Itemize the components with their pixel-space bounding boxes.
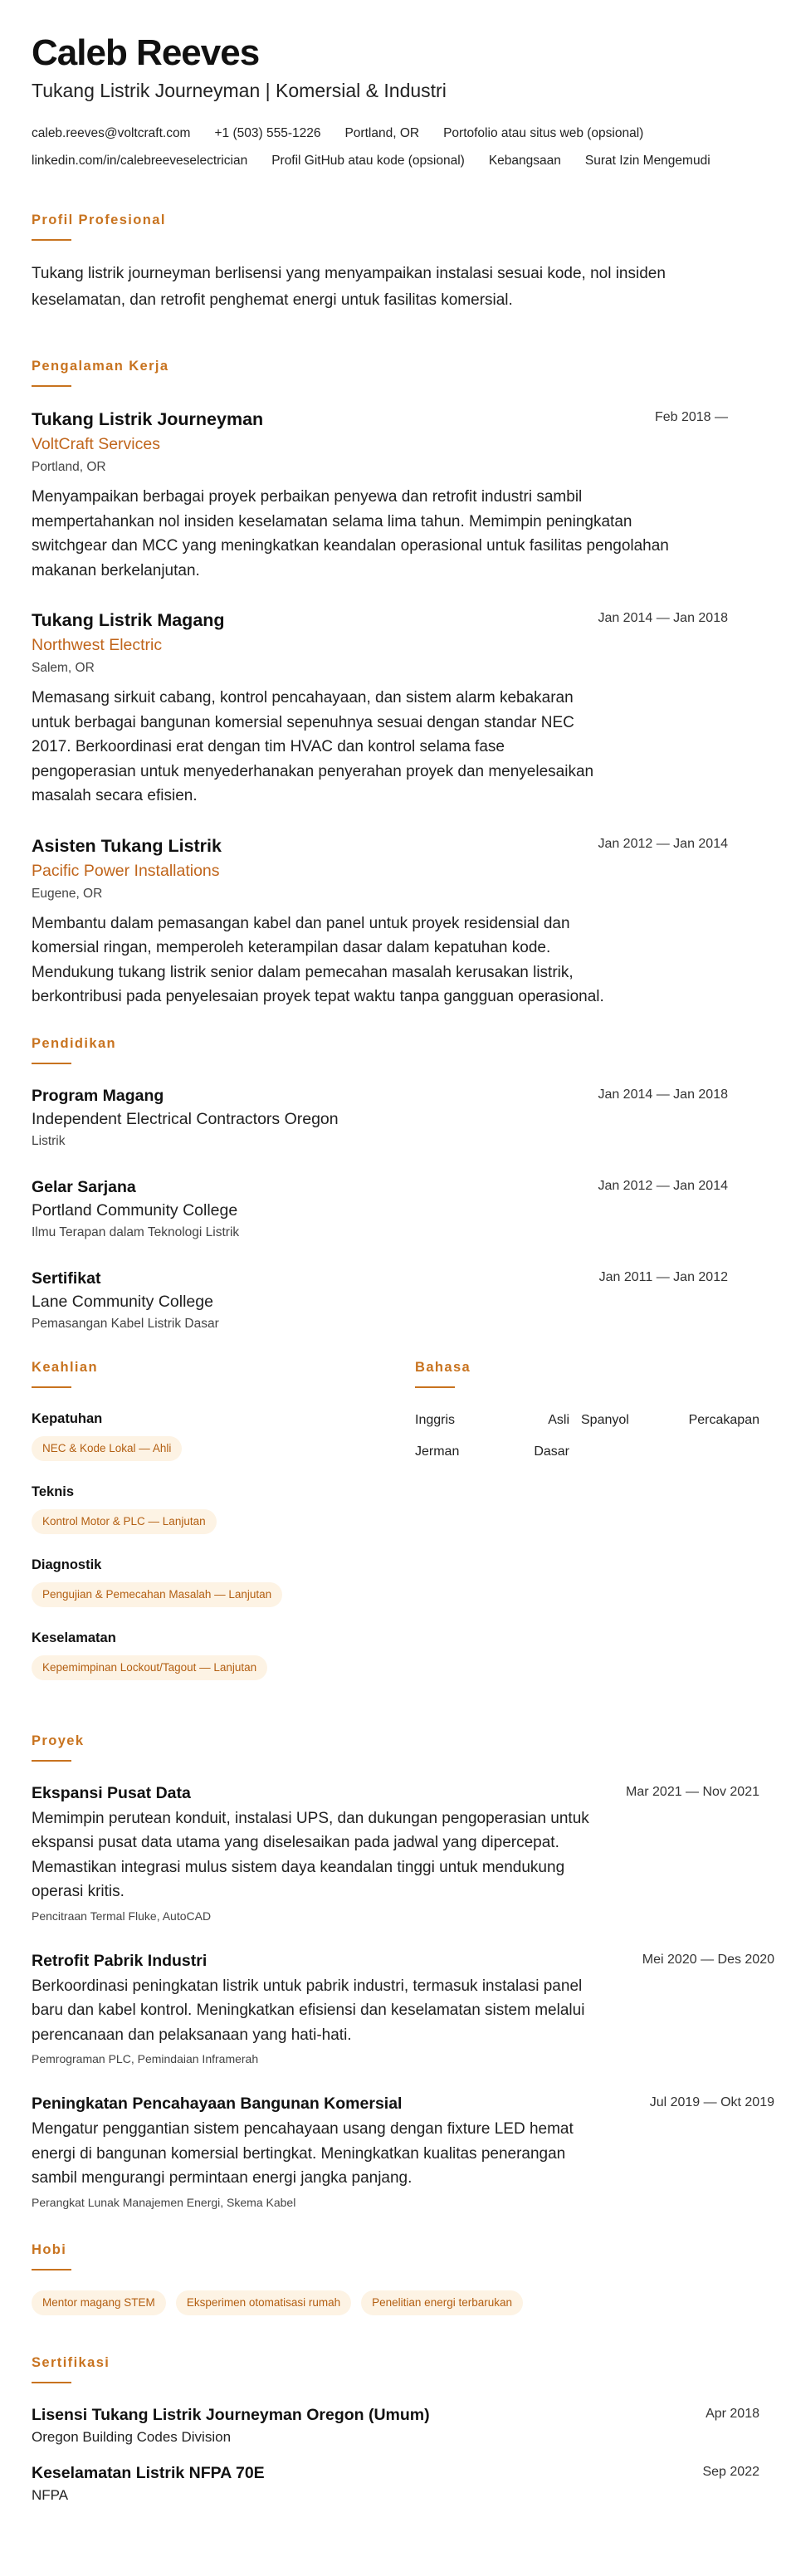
language-item: [415, 1408, 581, 1433]
job-location: Eugene, OR: [32, 886, 103, 901]
education-degree: Program Magang: [32, 1086, 164, 1105]
section-title: Keahlian: [32, 1359, 98, 1375]
project-date: Mei 2020 — Des 2020: [642, 1952, 774, 1967]
contact-nationality: Kebangsaan: [488, 154, 561, 168]
project-item: [32, 2092, 774, 2212]
skill-tag: Kepemimpinan Lockout/Tagout — Lanjutan: [32, 1655, 267, 1680]
project-technologies: Pemrograman PLC, Pemindaian Inframerah: [32, 2052, 259, 2065]
certification-date: Apr 2018: [706, 2406, 759, 2421]
certification-item: [32, 2461, 759, 2506]
job-description: Memasang sirkuit cabang, kontrol pencahayaan, dan sistem alarm kebakaran untuk berbagai bangunan komersial sepenuhnya sesuai dengan standar NEC 2017. Berkoordinasi erat dengan tim HVAC dan kontrol selama fase pengoperasian untuk menyederhanakan penyerahan proyek dan menyelesaikan masalah secara efisien.: [32, 689, 594, 804]
section-divider: [32, 385, 71, 387]
language-item: [415, 1440, 581, 1464]
project-technologies: Perangkat Lunak Manajemen Energi, Skema Kabel: [32, 2195, 296, 2209]
hobby-list: [32, 2290, 759, 2315]
projects-section: [32, 1732, 774, 2212]
skill-group: [32, 1554, 415, 1607]
job-date: Feb 2018 —: [654, 410, 728, 424]
project-title: Peningkatan Pencahayaan Bangunan Komersial: [32, 2095, 403, 2113]
job-title: Tukang Listrik Magang: [32, 610, 225, 630]
job-location: Portland, OR: [32, 460, 106, 474]
language-level: Asli: [548, 1412, 569, 1427]
project-item: [32, 1949, 774, 2070]
hobby-tag: Penelitian energi terbarukan: [361, 2290, 523, 2315]
skill-group: [32, 1408, 415, 1461]
section-divider: [32, 1760, 71, 1762]
contact-portfolio[interactable]: Portofolio atau situs web (opsional): [443, 126, 644, 140]
certification-title: Keselamatan Listrik NFPA 70E: [32, 2463, 265, 2482]
education-date: Jan 2011 — Jan 2012: [598, 1269, 728, 1284]
section-divider: [415, 1386, 455, 1388]
language-name: Jerman: [415, 1444, 460, 1459]
skill-category: Diagnostik: [32, 1557, 102, 1572]
skills-languages-row: [32, 1358, 759, 1700]
language-list: [415, 1408, 759, 1464]
job-title: Asisten Tukang Listrik: [32, 835, 222, 856]
experience-item: [32, 407, 759, 583]
job-title: Tukang Listrik Journeyman: [32, 409, 264, 429]
skill-tag: Kontrol Motor & PLC — Lanjutan: [32, 1509, 217, 1534]
certification-item: [32, 2403, 759, 2448]
education-item: [32, 1084, 759, 1152]
section-divider: [32, 1386, 71, 1388]
language-name: Inggris: [415, 1412, 456, 1427]
job-company: Pacific Power Installations: [32, 861, 220, 880]
profile-summary: Tukang listrik journeyman berlisensi yang menyampaikan instalasi sesuai kode, nol insiden keselamatan, dan retrofit penghemat energi untuk fasilitas komersial.: [32, 265, 666, 309]
profile-section: [32, 211, 759, 314]
hobby-tag: Eksperimen otomatisasi rumah: [176, 2290, 351, 2315]
contact-github[interactable]: Profil GitHub atau kode (opsional): [271, 154, 465, 168]
skill-category: Teknis: [32, 1484, 75, 1499]
certification-title: Lisensi Tukang Listrik Journeyman Oregon (Umum): [32, 2405, 430, 2424]
resume-header: [32, 32, 759, 174]
hobby-tag: Mentor magang STEM: [32, 2290, 166, 2315]
section-title: Pengalaman Kerja: [32, 359, 169, 374]
skill-category: Kepatuhan: [32, 1410, 103, 1426]
education-date: Jan 2012 — Jan 2014: [598, 1178, 728, 1193]
education-degree: Gelar Sarjana: [32, 1177, 136, 1196]
skill-group: [32, 1481, 415, 1534]
job-description: Menyampaikan berbagai proyek perbaikan penyewa dan retrofit industri sambil mempertahankan nol insiden keselamatan selama lima tahun. Memimpin peningkatan switchgear dan MCC yang meningkatkan keandalan operasional untuk fasilitas pengolahan makanan berkelanjutan.: [32, 488, 669, 579]
skill-tag: Pengujian & Pemecahan Masalah — Lanjutan: [32, 1582, 282, 1607]
candidate-headline: Tukang Listrik Journeyman | Komersial & Industri: [32, 80, 447, 101]
contact-list: [32, 120, 759, 174]
contact-location: Portland, OR: [344, 126, 420, 140]
section-title: Bahasa: [415, 1359, 471, 1375]
job-description: Membantu dalam pemasangan kabel dan panel untuk proyek residensial dan komersial ringan, memperoleh keterampilan dasar dalam kepatuhan kode. Mendukung tukang listrik senior dalam pemecahan masalah kerusakan listrik, berkontribusi pada penyelesaian proyek tepat waktu tanpa gangguan operasional.: [32, 914, 604, 1005]
skill-group: [32, 1627, 415, 1680]
language-level: Percakapan: [688, 1412, 759, 1427]
section-divider: [32, 2382, 71, 2383]
language-item: [581, 1408, 759, 1433]
experience-item: [32, 608, 759, 809]
section-divider: [32, 1063, 71, 1064]
contact-drivers-license: Surat Izin Mengemudi: [584, 154, 710, 168]
hobbies-section: [32, 2241, 759, 2315]
education-field: Ilmu Terapan dalam Teknologi Listrik: [32, 1224, 240, 1239]
skill-category: Keselamatan: [32, 1630, 116, 1645]
education-item: [32, 1176, 759, 1244]
job-location: Salem, OR: [32, 661, 95, 675]
education-institution: Lane Community College: [32, 1292, 213, 1311]
certification-issuer: Oregon Building Codes Division: [32, 2428, 232, 2445]
language-name: Spanyol: [581, 1412, 629, 1427]
section-title: Sertifikasi: [32, 2354, 110, 2370]
education-date: Jan 2014 — Jan 2018: [598, 1087, 728, 1102]
education-field: Pemasangan Kabel Listrik Dasar: [32, 1316, 219, 1331]
project-date: Mar 2021 — Nov 2021: [626, 1784, 759, 1799]
skills-section: [32, 1358, 415, 1700]
contact-phone[interactable]: +1 (503) 555-1226: [214, 126, 321, 140]
experience-section: [32, 357, 759, 1009]
education-item: [32, 1267, 759, 1335]
job-date: Jan 2014 — Jan 2018: [598, 611, 728, 625]
certifications-section: [32, 2354, 759, 2506]
contact-linkedin[interactable]: linkedin.com/in/calebreeveselectrician: [32, 154, 248, 168]
candidate-name: Caleb Reeves: [32, 32, 260, 73]
education-section: [32, 1034, 759, 1335]
section-title: Profil Profesional: [32, 213, 166, 227]
section-divider: [32, 239, 71, 241]
project-date: Jul 2019 — Okt 2019: [649, 2095, 774, 2109]
job-date: Jan 2012 — Jan 2014: [598, 836, 728, 851]
section-title: Hobi: [32, 2241, 67, 2257]
project-description: Mengatur penggantian sistem pencahayaan usang dengan fixture LED hemat energi di bangunan komersial bertingkat. Meningkatkan kualitas penerangan sambil mengurangi permintaan energi jangka panjang.: [32, 2120, 574, 2187]
certification-date: Sep 2022: [702, 2464, 759, 2479]
certification-issuer: NFPA: [32, 2486, 69, 2503]
contact-email[interactable]: caleb.reeves@voltcraft.com: [32, 126, 191, 140]
education-institution: Independent Electrical Contractors Oregon: [32, 1109, 339, 1128]
skill-tag: NEC & Kode Lokal — Ahli: [32, 1436, 182, 1461]
languages-section: [415, 1358, 759, 1700]
job-company: Northwest Electric: [32, 636, 163, 654]
section-title: Pendidikan: [32, 1035, 117, 1051]
project-title: Retrofit Pabrik Industri: [32, 1951, 208, 1970]
section-divider: [32, 2269, 71, 2270]
education-field: Listrik: [32, 1133, 66, 1148]
project-technologies: Pencitraan Termal Fluke, AutoCAD: [32, 1909, 212, 1923]
section-title: Proyek: [32, 1733, 85, 1748]
project-title: Ekspansi Pusat Data: [32, 1783, 191, 1802]
language-level: Dasar: [534, 1444, 569, 1459]
project-description: Memimpin perutean konduit, instalasi UPS, dan dukungan pengoperasian untuk ekspansi pusat data utama yang diselesaikan pada jadwal yang dipercepat. Memastikan integrasi mulus sistem daya keandalan tinggi untuk mendukung operasi kritis.: [32, 1809, 589, 1900]
project-item: [32, 1782, 759, 1926]
education-institution: Portland Community College: [32, 1200, 238, 1220]
experience-item: [32, 833, 759, 1009]
job-company: VoltCraft Services: [32, 435, 160, 453]
education-degree: Sertifikat: [32, 1268, 101, 1288]
project-description: Berkoordinasi peningkatan listrik untuk pabrik industri, termasuk instalasi panel baru dan kabel kontrol. Meningkatkan efisiensi dan keselamatan sistem melalui perencanaan dan pelaksanaan yang hati-hati.: [32, 1977, 585, 2044]
